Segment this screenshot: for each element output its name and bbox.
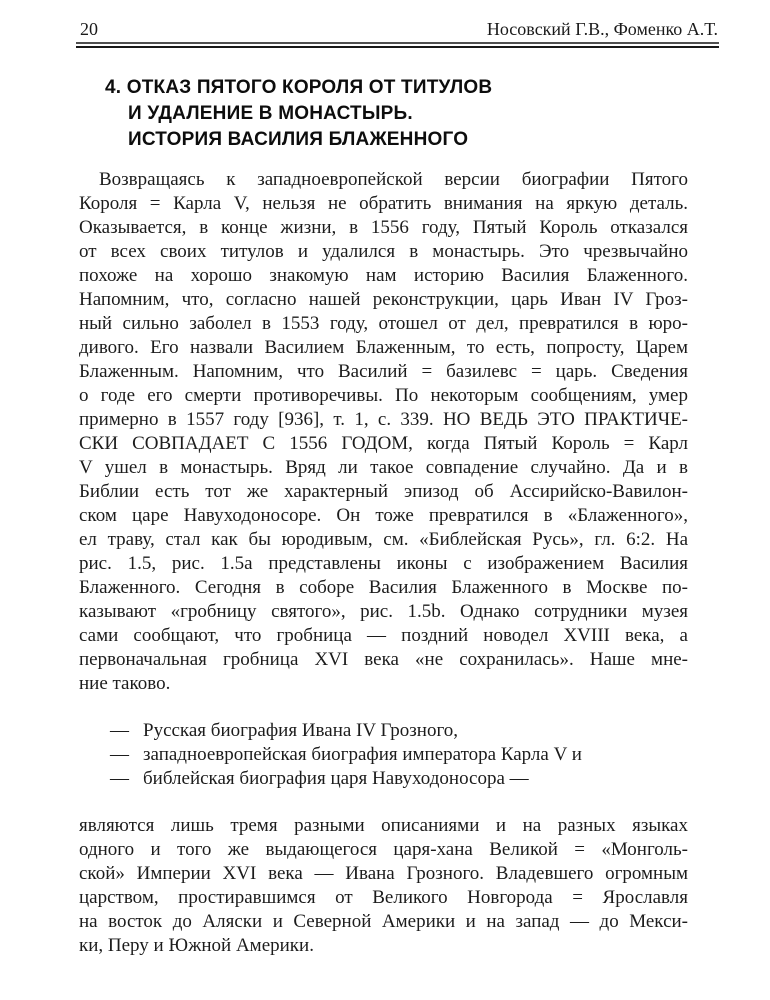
text-line: о годе его смерти противоречивы. По некоторым сообщениям, умер bbox=[79, 385, 688, 406]
section-number: 4. bbox=[105, 77, 122, 98]
text-line: Напомним, что, согласно нашей реконструкции, царь Иван IV Гроз- bbox=[79, 289, 688, 310]
text-line: от всех своих титулов и удалился в монастырь. Это чрезвычайно bbox=[79, 241, 688, 262]
header-rule-divider bbox=[76, 42, 719, 48]
list-item-text: Русская биография Ивана IV Грозного, bbox=[143, 720, 459, 741]
text-line: ском царе Навуходоносоре. Он тоже превратился в «Блаженного», bbox=[79, 505, 688, 526]
text-line: Блаженным. Напомним, что Василий = базилевс = царь. Сведения bbox=[79, 361, 688, 382]
text-line: являются лишь тремя разными описаниями и на разных языках bbox=[79, 815, 688, 836]
list-item-text: библейская биография царя Навуходоносора — bbox=[143, 768, 529, 789]
list-item bbox=[110, 767, 688, 791]
text-line: на восток до Аляски и Северной Америки и на запад — до Мекси- bbox=[79, 911, 688, 932]
list-item bbox=[110, 719, 688, 743]
text-line: казывают «гробницу святого», рис. 1.5b. Однако сотрудники музея bbox=[79, 601, 688, 622]
text-line: Блаженного. Сегодня в соборе Василия Блаженного в Москве по- bbox=[79, 577, 688, 598]
text-line: первоначальная гробница XVI века «не сохранилась». Наше мне- bbox=[79, 649, 688, 670]
em-dash-bullet: — bbox=[110, 720, 129, 741]
text-line: царством, простиравшимся от Великого Новгорода = Ярославля bbox=[79, 887, 688, 908]
text-line: ел траву, стал как бы юродивым, см. «Библейская Русь», гл. 6:2. На bbox=[79, 529, 688, 550]
text-line: сами сообщают, что гробница — поздний новодел XVIII века, а bbox=[79, 625, 688, 646]
text-line: Короля = Карла V, нельзя не обратить внимания на яркую деталь. bbox=[79, 193, 688, 214]
running-header bbox=[80, 19, 718, 39]
text-block bbox=[79, 75, 688, 958]
text-line: ской» Империи XVI века — Ивана Грозного. Владевшего огромным bbox=[79, 863, 688, 884]
text-line: Библии есть тот же характерный эпизод об Ассирийско-Вавилон- bbox=[79, 481, 688, 502]
text-line: V ушел в монастырь. Вряд ли такое совпадение случайно. Да и в bbox=[79, 457, 688, 478]
text-line: Возвращаясь к западноевропейской версии биографии Пятого bbox=[99, 169, 688, 190]
section-heading-line bbox=[105, 75, 688, 101]
running-title: Носовский Г.В., Фоменко А.Т. bbox=[486, 19, 718, 39]
text-line: дивого. Его назвали Василием Блаженным, то есть, попросту, Царем bbox=[79, 337, 688, 358]
text-line: ние таково. bbox=[79, 673, 171, 694]
text-line: похоже на хорошо знакомую нам историю Василия Блаженного. bbox=[79, 265, 688, 286]
section-heading bbox=[79, 75, 688, 153]
section-heading-line: И УДАЛЕНИЕ В МОНАСТЫРЬ. bbox=[128, 103, 413, 124]
section-heading-text: ОТКАЗ ПЯТОГО КОРОЛЯ ОТ ТИТУЛОВ bbox=[126, 77, 493, 98]
text-line: ки, Перу и Южной Америки. bbox=[79, 935, 314, 956]
em-dash-bullet: — bbox=[110, 768, 129, 789]
paragraph bbox=[79, 168, 688, 696]
text-line: примерно в 1557 году [936], т. 1, с. 339. НО ВЕДЬ ЭТО ПРАКТИЧЕ- bbox=[79, 409, 688, 430]
paragraph bbox=[79, 814, 688, 958]
page-number: 20 bbox=[80, 19, 98, 39]
text-line: СКИ СОВПАДАЕТ С 1556 ГОДОМ, когда Пятый Король = Карл bbox=[79, 433, 688, 454]
em-dash-bullet: — bbox=[110, 744, 129, 765]
list-item-text: западноевропейская биография императора Карла V и bbox=[143, 744, 582, 765]
list-item bbox=[110, 743, 688, 767]
section-heading-line: ИСТОРИЯ ВАСИЛИЯ БЛАЖЕННОГО bbox=[128, 129, 469, 150]
text-line: Оказывается, в конце жизни, в 1556 году, Пятый Король отказался bbox=[79, 217, 688, 238]
text-line: ный сильно заболел в 1553 году, отошел от дел, превратился в юро- bbox=[79, 313, 688, 334]
text-line: рис. 1.5, рис. 1.5a представлены иконы с изображением Василия bbox=[79, 553, 688, 574]
text-line: одного и того же выдающегося царя-хана Великой = «Монголь- bbox=[79, 839, 688, 860]
dash-list bbox=[110, 719, 688, 791]
